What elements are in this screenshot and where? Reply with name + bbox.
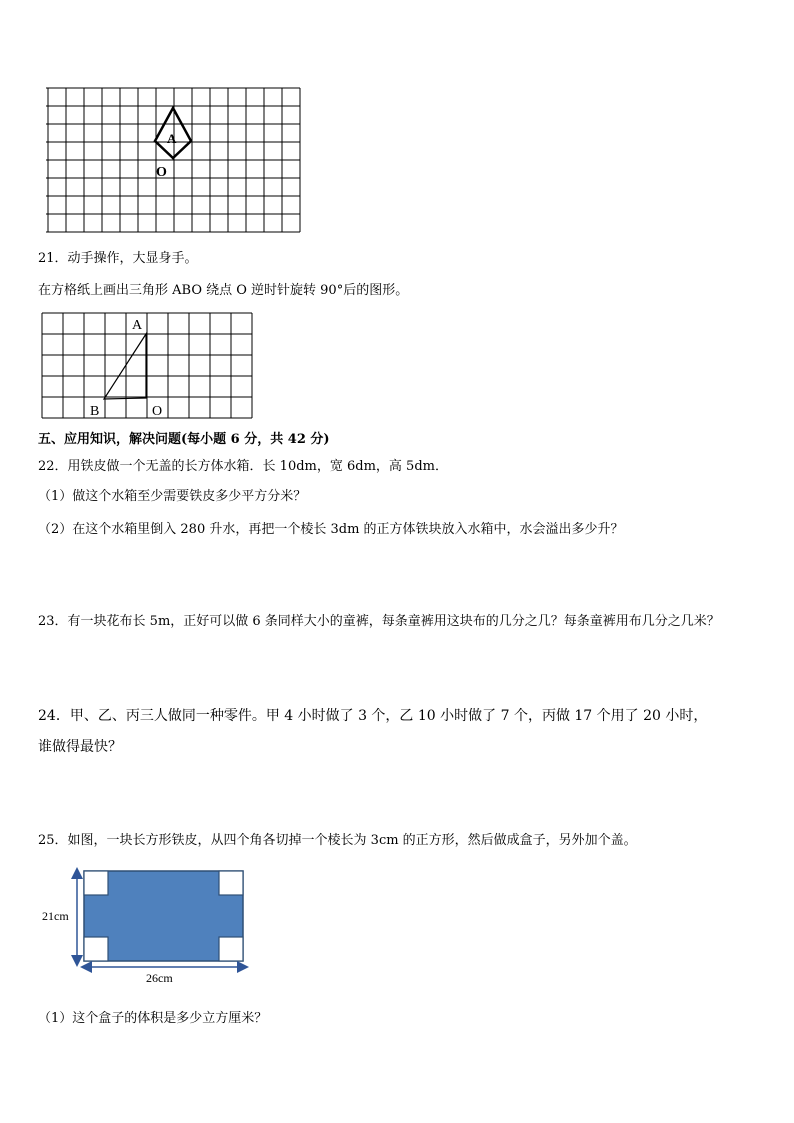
q22-part1: （1）做这个水箱至少需要铁皮多少平方分米？: [38, 489, 307, 504]
corner-square-top-right: [219, 871, 243, 895]
q23-text: 23．有一块花布长 5m，正好可以做 6 条同样大小的童裤，每条童裤用这块布的几分之几？每条童裤用布几分之几米？: [38, 614, 720, 629]
triangle-label-o: O: [152, 404, 163, 419]
q25-part1: （1）这个盒子的体积是多少立方厘米？: [38, 1011, 268, 1026]
corner-square-top-left: [84, 871, 108, 895]
triangle-label-b: B: [90, 404, 100, 419]
q22-title: 22．用铁皮做一个无盖的长方体水箱．长 10dm，宽 6dm，高 5dm．: [38, 459, 448, 474]
height-label: 21cm: [42, 909, 69, 923]
grid-figure-kite: [46, 86, 302, 234]
triangle-label-a: A: [132, 318, 143, 333]
kite-label-o: O: [156, 165, 167, 180]
q24-line2: 谁做得最快？: [38, 739, 122, 755]
corner-square-bottom-left: [84, 937, 108, 961]
section5-heading: 五、应用知识，解决问题(每小题 6 分，共 42 分): [38, 432, 330, 447]
width-label: 26cm: [146, 971, 173, 982]
q21-title: 21．动手操作，大显身手。: [38, 251, 198, 266]
q22-part2: （2）在这个水箱里倒入 280 升水，再把一个棱长 3dm 的正方体铁块放入水箱中，水会溢出多少升？: [38, 522, 624, 537]
q21-instruction: 在方格纸上画出三角形 ABO 绕点 O 逆时针旋转 90°后的图形。: [38, 283, 409, 298]
triangle-abo: [104, 334, 146, 399]
q24-line1: 24．甲、乙、丙三人做同一种零件。甲 4 小时做了 3 个，乙 10 小时做了 7 个，丙做 17 个用了 20 小时，: [38, 708, 708, 724]
kite-label-a: A: [167, 131, 177, 146]
sheet-diagram: [38, 862, 254, 982]
corner-square-bottom-right: [219, 937, 243, 961]
grid-figure-triangle: [40, 311, 256, 423]
q25-text: 25．如图，一块长方形铁皮，从四个角各切掉一个棱长为 3cm 的正方形，然后做成盒子，另外加个盖。: [38, 833, 637, 848]
